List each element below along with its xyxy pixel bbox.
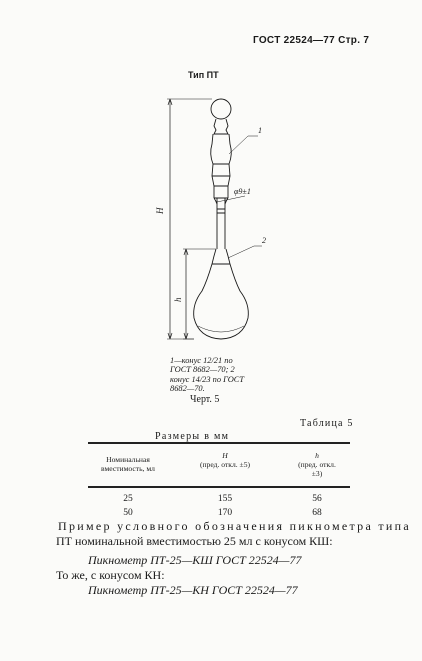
header-capacity: Номинальная вместимость, мл	[101, 455, 155, 473]
table-cell: 50	[123, 508, 133, 518]
table-caption: Размеры в мм	[155, 431, 230, 442]
label-h: h	[173, 297, 183, 302]
example-line-2: ПТ номинальной вместимостью 25 мл с конусом КШ:	[56, 534, 333, 548]
label-callout-2: 2	[262, 236, 266, 245]
table-number-label: Таблица 5	[300, 418, 354, 429]
pycnometer-drawing	[150, 86, 280, 346]
leader-2	[228, 246, 262, 258]
leader-1	[229, 136, 258, 154]
table-header-rule	[88, 486, 350, 488]
example-line-4: То же, с конусом КН:	[56, 568, 165, 582]
table-top-rule	[88, 442, 350, 444]
table-cell: 56	[312, 494, 322, 504]
header-h: h (пред. откл. ±3)	[298, 451, 336, 478]
page-header: ГОСТ 22524—77 Стр. 7	[253, 35, 370, 46]
table-cell: 155	[217, 494, 233, 504]
label-H: H	[155, 207, 165, 214]
caption-line: конус 14/23 по ГОСТ	[170, 374, 245, 384]
header-H: H (пред. откл. ±5)	[199, 451, 251, 469]
upper-joint	[211, 134, 232, 198]
table-cell: 25	[123, 494, 133, 504]
caption-line: 8682—70.	[170, 384, 205, 394]
lower-joint	[212, 249, 230, 264]
figure-number: Черт. 5	[190, 394, 220, 405]
example-line-1: Пример условного обозначения пикнометра типа	[58, 519, 411, 533]
example-designation-kshl: Пикнометр ПТ-25—КШ ГОСТ 22524—77	[88, 553, 302, 567]
table-cell: 170	[217, 508, 233, 518]
stem	[217, 198, 225, 249]
caption-line: 1—конус 12/21 по	[170, 356, 233, 365]
label-diameter: φ9±1	[234, 187, 251, 196]
example-designation-kn: Пикнометр ПТ-25—КН ГОСТ 22524—77	[88, 583, 298, 597]
label-callout-1: 1	[258, 126, 262, 135]
stopper-neck	[214, 119, 228, 134]
table-cell: 68	[312, 508, 322, 518]
figure-caption	[170, 356, 288, 394]
stopper-ball	[211, 99, 231, 119]
figure-type-title: Тип ПТ	[188, 70, 219, 80]
caption-line: ГОСТ 8682—70; 2	[170, 365, 235, 375]
